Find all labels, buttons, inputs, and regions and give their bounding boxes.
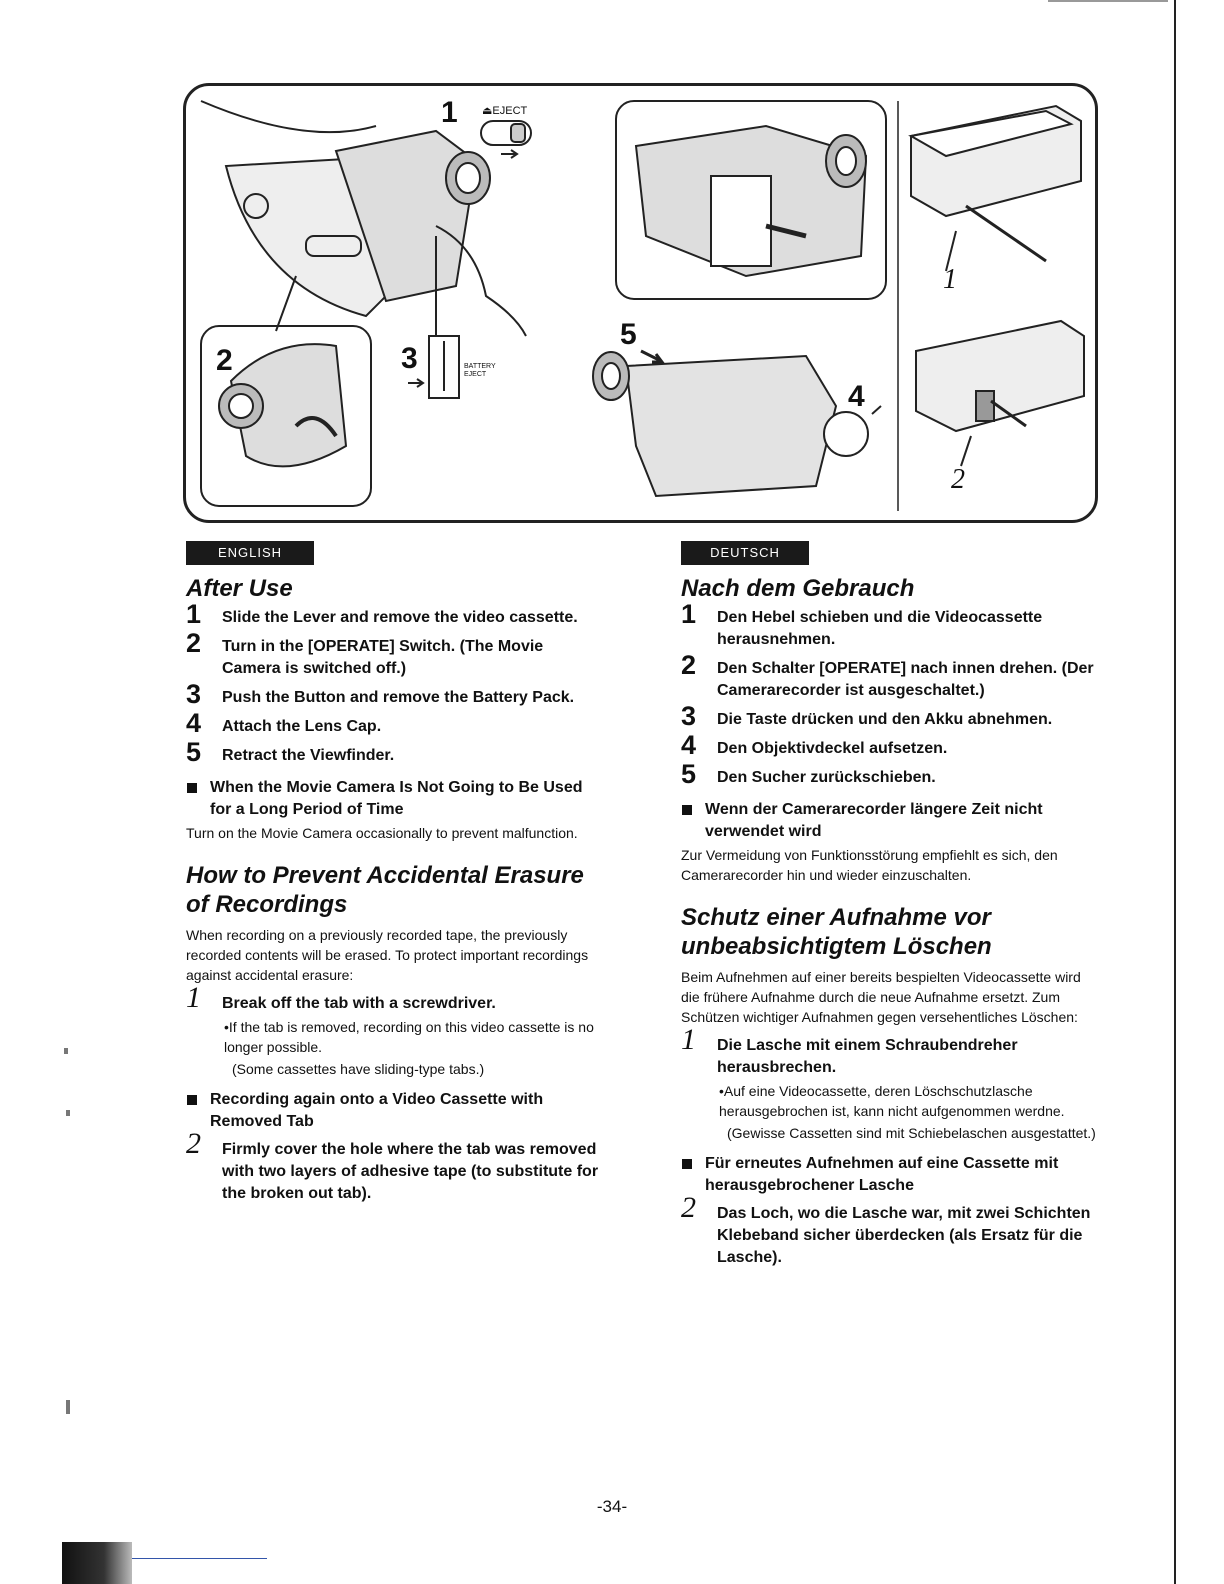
page-top-mark: [1048, 0, 1168, 2]
tab-callout-1: 1: [943, 264, 957, 295]
tab-step-item: 2 Das Loch, wo die Lasche war, mit zwei Schichten Klebeband sicher überdecken (als Ersatz für die Lasche).: [681, 1191, 1091, 1266]
again-heading-de: Für erneutes Aufnehmen auf eine Cassette mit herausgebrochener Lasche: [681, 1153, 1101, 1197]
cassette-tab-removed: [916, 321, 1084, 431]
step-item: 1 Den Hebel schieben und die Videocassette herausnehmen.: [681, 599, 1043, 648]
long-period-heading-de: Wenn der Camerarecorder längere Zeit nicht verwendet wird: [681, 799, 1101, 843]
language-badge-deutsch: DEUTSCH: [681, 541, 809, 565]
tab-step-item: 2 Firmly cover the hole where the tab was removed with two layers of adhesive tape (to substitute for the broken out tab).: [186, 1127, 599, 1202]
scan-speck: [66, 1110, 70, 1116]
deutsch-column: [681, 541, 1101, 1276]
long-period-heading: When the Movie Camera Is Not Going to Be Used for a Long Period of Time: [186, 777, 606, 821]
after-use-title: After Use: [186, 575, 293, 602]
step-item: 2 Den Schalter [OPERATE] nach innen drehen. (Der Camerarecorder ist ausgeschaltet.): [681, 650, 1094, 699]
tab-note: (Gewisse Cassetten sind mit Schiebelaschen ausgestattet.): [727, 1125, 1096, 1141]
eject-label: ⏏EJECT: [482, 105, 528, 117]
tab-step-item: 1 Break off the tab with a screwdriver. •If the tab is removed, recording on this video cassette is no longer possible. (Some cassettes have sliding-type tabs.): [186, 993, 606, 1079]
step-item: 2 Turn in the [OPERATE] Switch. (The Movie Camera is switched off.): [186, 628, 544, 677]
page-number: -34-: [596, 1497, 628, 1516]
tab-steps-1: [186, 981, 606, 1079]
battery-label-line2: EJECT: [464, 371, 487, 378]
long-period-text-de: Zur Vermeidung von Funktionsstörung empfiehlt es sich, den Camerarecorder hin und wieder einzuschalten.: [681, 847, 1058, 883]
tab-note: •If the tab is removed, recording on this video cassette is no longer possible.: [224, 1019, 594, 1055]
scan-speck: [64, 1048, 68, 1054]
step-item: 3 Die Taste drücken und den Akku abnehmen.: [681, 701, 1053, 731]
illustration-drawing: [186, 86, 1095, 520]
tab-steps-2-de: [681, 1191, 1101, 1269]
after-use-steps-de: [681, 599, 1101, 789]
tab-callout-2: 2: [951, 464, 965, 495]
hand-outline: [201, 101, 376, 132]
tab-step-item: 1 Die Lasche mit einem Schraubendreher herausbrechen. •Auf eine Videocassette, deren Löschschutzlasche herausgebrochen ist, kann nicht aufgenommen werdne. (Gewisse Cassetten sind mit Schiebelaschen ausgestattet.): [681, 1035, 1101, 1143]
step-item: 4 Den Objektivdeckel aufsetzen.: [681, 730, 948, 760]
erase-intro-de: Beim Aufnehmen auf einer bereits bespielten Videocassette wird die frühere Aufnahme durch die neue Aufnahme ersetzt. Zum Schützen wichtiger Aufnahmen gegen versehentliches Löschen:: [681, 969, 1081, 1025]
callout-1: 1: [441, 96, 458, 129]
step-item: 4 Attach the Lens Cap.: [186, 708, 382, 738]
again-heading: Recording again onto a Video Cassette with Removed Tab: [186, 1089, 606, 1133]
step-item: 1 Slide the Lever and remove the video cassette.: [186, 599, 578, 629]
lens-cap: [824, 412, 868, 456]
erase-title-de: Schutz einer Aufnahme vor unbeabsichtigtem Löschen: [681, 904, 992, 960]
after-use-steps: [186, 599, 606, 767]
step-item: 5 Retract the Viewfinder.: [186, 737, 395, 767]
erase-title: How to Prevent Accidental Erasure of Recordings: [186, 862, 584, 918]
tab-steps-1-de: [681, 1023, 1101, 1143]
callout-4: 4: [848, 380, 865, 413]
page-right-border: [1174, 0, 1176, 1584]
callout-2: 2: [216, 344, 233, 377]
english-column: [186, 541, 606, 1212]
battery-label-line1: BATTERY: [464, 363, 496, 370]
scan-corner-mark: [62, 1542, 132, 1584]
screwdriver: [966, 206, 1046, 261]
tab-steps-2: [186, 1127, 606, 1205]
after-use-title-de: Nach dem Gebrauch: [681, 575, 915, 602]
step-item: 5 Den Sucher zurückschieben.: [681, 759, 936, 789]
long-period-text: Turn on the Movie Camera occasionally to prevent malfunction.: [186, 825, 578, 841]
step-item: 3 Push the Button and remove the Battery Pack.: [186, 679, 575, 709]
scan-speck: [66, 1400, 70, 1414]
language-badge-english: ENGLISH: [186, 541, 314, 565]
erase-intro: When recording on a previously recorded tape, the previously recorded contents will be erased. To protect important recordings against accidental erasure:: [186, 927, 589, 983]
camera-side-view: [626, 356, 836, 496]
callout-5: 5: [620, 318, 637, 351]
instruction-illustration: [183, 83, 1098, 523]
tab-note: (Some cassettes have sliding-type tabs.): [232, 1061, 485, 1077]
eject-arrow: [501, 150, 517, 158]
tab-note: •Auf eine Videocassette, deren Löschschutzlasche herausgebrochen ist, kann nicht aufgenommen werdne.: [719, 1083, 1065, 1119]
scan-line: [132, 1558, 267, 1559]
callout-3: 3: [401, 342, 418, 375]
